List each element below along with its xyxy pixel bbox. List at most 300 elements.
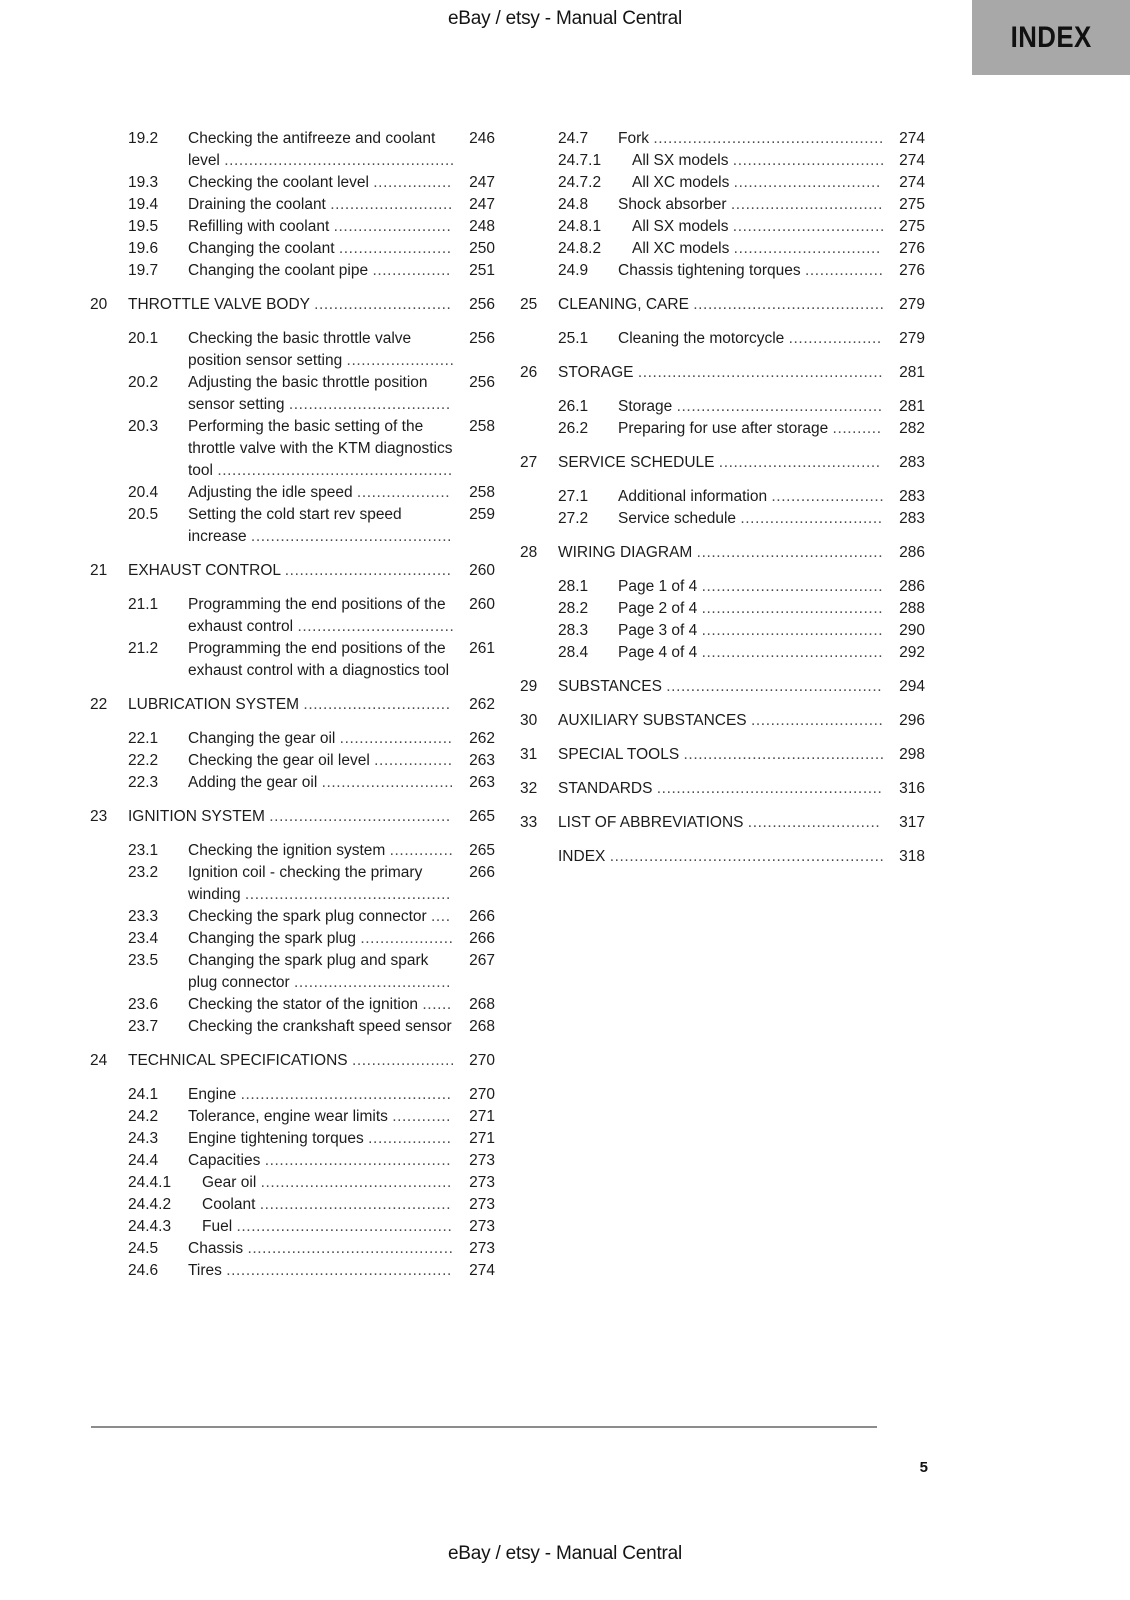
toc-entry-title: Refilling with coolant	[188, 218, 330, 235]
toc-entry-number: 30	[520, 712, 538, 729]
toc-entry-row[interactable]	[90, 594, 495, 638]
toc-entry-title: STORAGE	[558, 364, 634, 381]
toc-entry-body	[188, 840, 455, 862]
toc-entry-body	[618, 194, 885, 216]
toc-leader-dots: ..............................	[303, 696, 451, 713]
toc-entry-body	[128, 1050, 455, 1072]
toc-leader-dots: ...................	[360, 930, 454, 947]
toc-entry-page: 276	[899, 240, 925, 257]
toc-entry-row[interactable]	[90, 172, 495, 194]
toc-entry-row[interactable]	[90, 1238, 495, 1260]
toc-entry-row[interactable]	[90, 1172, 495, 1194]
toc-entry-row[interactable]	[90, 1016, 495, 1038]
toc-entry-row[interactable]	[90, 238, 495, 260]
toc-entry-number: 19.2	[128, 130, 159, 147]
toc-entry-row[interactable]	[90, 994, 495, 1016]
index-tab	[972, 0, 1130, 75]
toc-entry-page: 271	[469, 1130, 495, 1147]
toc-entry-number: 24.2	[128, 1108, 159, 1125]
toc-entry-page: 256	[469, 374, 495, 391]
toc-entry-body	[558, 812, 885, 834]
toc-chapter-row[interactable]	[90, 806, 495, 828]
toc-leader-dots: ...............................	[732, 152, 885, 169]
toc-leader-dots: ......................	[346, 352, 455, 369]
toc-chapter-row[interactable]	[520, 812, 925, 834]
toc-entry-page: 281	[899, 398, 925, 415]
toc-entry-body	[188, 504, 455, 548]
toc-entry-title: WIRING DIAGRAM	[558, 544, 693, 561]
toc-entry-number: 23.1	[128, 842, 159, 859]
toc-entry-page: 298	[899, 746, 925, 763]
toc-entry-row[interactable]	[90, 1128, 495, 1150]
toc-entry-number: 20.1	[128, 330, 159, 347]
toc-leader-dots: .....................................	[701, 644, 884, 661]
toc-entry-body	[558, 778, 885, 800]
toc-entry-page: 248	[469, 218, 495, 235]
toc-entry-row[interactable]	[90, 482, 495, 504]
toc-column-left	[90, 128, 495, 1282]
toc-entry-body	[128, 294, 455, 316]
toc-entry-row[interactable]	[520, 128, 925, 150]
toc-entry-row[interactable]	[520, 194, 925, 216]
toc-leader-dots: .................................	[718, 454, 881, 471]
toc-entry-row[interactable]	[90, 772, 495, 794]
toc-entry-body	[188, 594, 455, 638]
toc-entry-number: 24.4.3	[128, 1218, 172, 1235]
toc-entry-row[interactable]	[90, 216, 495, 238]
toc-entry-number: 27.2	[558, 510, 589, 527]
toc-entry-title: Adding the gear oil	[188, 774, 318, 791]
toc-leader-dots: .........................	[330, 196, 453, 213]
toc-entry-title: Shock absorber	[618, 196, 727, 213]
toc-entry-title: EXHAUST CONTROL	[128, 562, 281, 579]
toc-entry-row[interactable]	[90, 128, 495, 172]
toc-entry-number: 28	[520, 544, 538, 561]
toc-entry-title: Page 3 of 4	[618, 622, 698, 639]
toc-entry-number: 26	[520, 364, 538, 381]
toc-entry-body	[558, 676, 885, 698]
toc-chapter-row[interactable]	[90, 1050, 495, 1072]
toc-entry-title: Performing the basic setting of the throttle valve with the KTM diagnostics tool	[188, 418, 453, 479]
toc-entry-page: 263	[469, 752, 495, 769]
toc-entry-number: 23.5	[128, 952, 159, 969]
toc-entry-row[interactable]	[90, 1084, 495, 1106]
toc-entry-body	[618, 642, 885, 664]
toc-entry-body	[188, 216, 455, 238]
toc-leader-dots: ................	[372, 262, 451, 279]
toc-entry-page: 273	[469, 1218, 495, 1235]
toc-entry-body	[618, 598, 885, 620]
toc-entry-body	[618, 486, 885, 508]
toc-chapter-row[interactable]	[520, 710, 925, 732]
toc-leader-dots: .......................................	[693, 296, 885, 313]
toc-entry-title: Adjusting the basic throttle position sensor setting	[188, 374, 428, 413]
toc-entry-row[interactable]	[90, 906, 495, 928]
toc-entry-page: 279	[899, 330, 925, 347]
toc-entry-title: Checking the ignition system	[188, 842, 386, 859]
toc-leader-dots: .....................................	[701, 600, 884, 617]
page-header-title: eBay / etsy - Manual Central	[447, 8, 683, 29]
toc-entry-body	[202, 1194, 455, 1216]
toc-entry-body	[618, 508, 885, 530]
toc-leader-dots: .............	[389, 842, 454, 859]
toc-leader-dots: .....................................	[269, 808, 451, 825]
toc-leader-dots: .......................................	[259, 1196, 452, 1213]
toc-entry-body	[188, 862, 455, 906]
toc-entry-page: 275	[899, 196, 925, 213]
toc-entry-page: 283	[899, 488, 925, 505]
toc-entry-number: 22.2	[128, 752, 159, 769]
toc-entry-row[interactable]	[520, 642, 925, 664]
toc-entry-number: 33	[520, 814, 538, 831]
toc-entry-body	[618, 620, 885, 642]
toc-entry-row[interactable]	[90, 260, 495, 282]
toc-entry-row[interactable]	[520, 508, 925, 530]
toc-entry-number: 20.5	[128, 506, 159, 523]
toc-leader-dots: ................	[373, 174, 452, 191]
toc-entry-page: 260	[469, 562, 495, 579]
toc-entry-row[interactable]	[90, 1106, 495, 1128]
toc-entry-page: 251	[469, 262, 495, 279]
toc-entry-number: 24.9	[558, 262, 589, 279]
toc-leader-dots: .............................	[740, 510, 883, 527]
toc-entry-number: 21.1	[128, 596, 159, 613]
toc-entry-number: 24.7.2	[558, 174, 602, 191]
toc-entry-page: 267	[469, 952, 495, 969]
toc-leader-dots: ...........................	[750, 712, 884, 729]
toc-entry-title: Changing the coolant	[188, 240, 335, 257]
toc-entry-title: Changing the spark plug	[188, 930, 357, 947]
toc-entry-title: Service schedule	[618, 510, 737, 527]
toc-entry-title: Gear oil	[202, 1174, 257, 1191]
toc-entry-row[interactable]	[520, 418, 925, 440]
toc-entry-page: 318	[899, 848, 925, 865]
toc-leader-dots: ................	[374, 752, 453, 769]
toc-entry-body	[618, 128, 885, 150]
toc-leader-dots: ................................................	[217, 462, 453, 479]
toc-entry-number: 19.4	[128, 196, 159, 213]
toc-entry-body	[618, 396, 885, 418]
toc-entry-number: 28.4	[558, 644, 589, 661]
toc-entry-number: 24	[90, 1052, 108, 1069]
toc-entry-title: LUBRICATION SYSTEM	[128, 696, 300, 713]
toc-entry-page: 265	[469, 808, 495, 825]
toc-entry-title: Adjusting the idle speed	[188, 484, 353, 501]
footer-divider	[91, 1426, 877, 1428]
toc-leader-dots: .................	[368, 1130, 452, 1147]
toc-leader-dots: ..................................................	[637, 364, 884, 381]
toc-entry-body	[188, 638, 455, 682]
toc-entry-page: 271	[469, 1108, 495, 1125]
toc-leader-dots: .....................................	[701, 578, 884, 595]
toc-entry-row[interactable]	[520, 396, 925, 418]
toc-leader-dots: .......................	[339, 730, 453, 747]
toc-entry-body	[558, 452, 885, 474]
toc-entry-title: All XC models	[632, 174, 730, 191]
toc-entry-body	[188, 750, 455, 772]
toc-entry-body	[188, 1260, 455, 1282]
toc-entry-number: 20	[90, 296, 108, 313]
toc-leader-dots: ..........	[832, 420, 882, 437]
toc-entry-number: 23.7	[128, 1018, 159, 1035]
toc-entry-row[interactable]	[90, 504, 495, 548]
toc-entry-title: SUBSTANCES	[558, 678, 662, 695]
toc-entry-page: 266	[469, 908, 495, 925]
toc-chapter-row[interactable]	[520, 676, 925, 698]
toc-entry-number: 22	[90, 696, 108, 713]
toc-entry-number: 24.8.2	[558, 240, 602, 257]
toc-entry-page: 283	[899, 454, 925, 471]
toc-entry-number: 24.8	[558, 196, 589, 213]
toc-entry-title: TECHNICAL SPECIFICATIONS	[128, 1052, 348, 1069]
toc-entry-body	[188, 1016, 455, 1038]
toc-entry-body	[632, 172, 885, 194]
toc-entry-row[interactable]	[90, 1194, 495, 1216]
toc-entry-title: Checking the basic throttle valve position sensor setting	[188, 330, 412, 369]
toc-entry-page: 268	[469, 996, 495, 1013]
toc-entry-row[interactable]	[90, 372, 495, 416]
toc-chapter-row[interactable]	[90, 694, 495, 716]
toc-entry-row[interactable]	[90, 1260, 495, 1282]
toc-entry-page: 273	[469, 1196, 495, 1213]
toc-leader-dots: ................	[804, 262, 884, 279]
toc-entry-body	[188, 128, 455, 172]
toc-entry-row[interactable]	[520, 172, 925, 194]
toc-entry-page: 268	[469, 1018, 495, 1035]
toc-entry-title: LIST OF ABBREVIATIONS	[558, 814, 744, 831]
toc-entry-body	[128, 560, 455, 582]
toc-leader-dots: .......................................	[260, 1174, 452, 1191]
toc-leader-dots: ..........................................	[247, 1240, 454, 1257]
toc-entry-number: 32	[520, 780, 538, 797]
toc-entry-page: 294	[899, 678, 925, 695]
toc-entry-title: CLEANING, CARE	[558, 296, 689, 313]
toc-entry-number: 24.7.1	[558, 152, 602, 169]
toc-entry-row[interactable]	[520, 150, 925, 172]
toc-leader-dots: ...................	[356, 484, 451, 501]
toc-entry-title: Fork	[618, 130, 649, 147]
toc-leader-dots: ...........................	[321, 774, 455, 791]
toc-entry-title: All SX models	[632, 152, 729, 169]
toc-entry-number: 24.4.2	[128, 1196, 172, 1213]
toc-chapter-row[interactable]	[520, 846, 925, 868]
toc-entry-row[interactable]	[520, 216, 925, 238]
toc-leader-dots: ...............................	[730, 196, 883, 213]
toc-entry-title: Changing the coolant pipe	[188, 262, 369, 279]
toc-entry-title: Checking the crankshaft speed sensor	[188, 1018, 452, 1035]
toc-entry-title: Programming the end positions of the exhaust control	[188, 596, 446, 635]
toc-entry-page: 281	[899, 364, 925, 381]
toc-entry-page: 274	[899, 130, 925, 147]
toc-entry-page: 259	[469, 506, 495, 523]
toc-entry-page: 290	[899, 622, 925, 639]
toc-entry-body	[188, 260, 455, 282]
toc-entry-body	[188, 772, 455, 794]
toc-column-right	[520, 128, 925, 880]
toc-entry-number: 24.4	[128, 1152, 159, 1169]
toc-entry-body	[558, 362, 885, 384]
toc-entry-number: 28.2	[558, 600, 589, 617]
toc-leader-dots: ..........................................	[244, 886, 451, 903]
toc-entry-page: 296	[899, 712, 925, 729]
toc-entry-number: 24.4.1	[128, 1174, 172, 1191]
toc-entry-row[interactable]	[90, 638, 495, 682]
toc-entry-row[interactable]	[90, 328, 495, 372]
toc-leader-dots: ..............................	[733, 240, 881, 257]
toc-entry-title: All XC models	[632, 240, 730, 257]
page-footer-title: eBay / etsy - Manual Central	[447, 1543, 683, 1564]
toc-entry-page: 266	[469, 864, 495, 881]
toc-entry-body	[188, 372, 455, 416]
toc-entry-title: Draining the coolant	[188, 196, 326, 213]
toc-entry-title: IGNITION SYSTEM	[128, 808, 265, 825]
toc-entry-title: Changing the spark plug and spark plug connector	[188, 952, 429, 991]
toc-leader-dots: ...............................................	[224, 152, 455, 169]
toc-entry-number: 25.1	[558, 330, 589, 347]
toc-entry-page: 286	[899, 544, 925, 561]
toc-entry-row[interactable]	[520, 576, 925, 598]
toc-entry-body	[188, 482, 455, 504]
toc-leader-dots: ................................	[294, 974, 452, 991]
toc-leader-dots: ............................	[314, 296, 452, 313]
toc-entry-row[interactable]	[90, 862, 495, 906]
toc-leader-dots: ............................................	[666, 678, 883, 695]
toc-entry-number: 26.1	[558, 398, 589, 415]
toc-entry-page: 316	[899, 780, 925, 797]
toc-entry-row[interactable]	[90, 1216, 495, 1238]
toc-chapter-row[interactable]	[520, 778, 925, 800]
toc-leader-dots: ......................................	[696, 544, 884, 561]
toc-entry-title: Programming the end positions of the exhaust control with a diagnostics tool	[188, 640, 450, 679]
toc-entry-title: Tires	[188, 1262, 222, 1279]
toc-entry-row[interactable]	[90, 416, 495, 482]
toc-chapter-row[interactable]	[520, 452, 925, 474]
toc-entry-page: 262	[469, 730, 495, 747]
toc-entry-row[interactable]	[90, 750, 495, 772]
toc-entry-page: 317	[899, 814, 925, 831]
toc-entry-body	[618, 260, 885, 282]
toc-entry-title: Page 2 of 4	[618, 600, 698, 617]
toc-chapter-row[interactable]	[520, 542, 925, 564]
toc-entry-row[interactable]	[90, 928, 495, 950]
toc-entry-number: 20.3	[128, 418, 159, 435]
toc-entry-body	[618, 418, 885, 440]
toc-entry-page: 250	[469, 240, 495, 257]
toc-entry-row[interactable]	[520, 598, 925, 620]
toc-entry-body	[618, 576, 885, 598]
toc-entry-row[interactable]	[90, 728, 495, 750]
toc-entry-row[interactable]	[90, 950, 495, 994]
toc-entry-page: 279	[899, 296, 925, 313]
toc-entry-number: 19.7	[128, 262, 159, 279]
toc-leader-dots: ..........................................	[676, 398, 883, 415]
toc-entry-title: Changing the gear oil	[188, 730, 336, 747]
toc-entry-number: 24.5	[128, 1240, 159, 1257]
toc-leader-dots: ............................................	[236, 1218, 453, 1235]
toc-chapter-row[interactable]	[90, 560, 495, 582]
toc-chapter-row[interactable]	[90, 294, 495, 316]
toc-entry-page: 274	[899, 152, 925, 169]
toc-chapter-row[interactable]	[520, 744, 925, 766]
toc-entry-title: Preparing for use after storage	[618, 420, 829, 437]
toc-entry-number: 21	[90, 562, 108, 579]
toc-leader-dots: ........................	[333, 218, 452, 235]
toc-entry-row[interactable]	[520, 238, 925, 260]
toc-entry-title: AUXILIARY SUBSTANCES	[558, 712, 747, 729]
toc-leader-dots: .........................................	[683, 746, 885, 763]
toc-entry-title: STANDARDS	[558, 780, 653, 797]
toc-entry-number: 27	[520, 454, 538, 471]
toc-entry-row[interactable]	[520, 328, 925, 350]
toc-entry-body	[188, 950, 455, 994]
toc-entry-row[interactable]	[520, 260, 925, 282]
toc-entry-page: 260	[469, 596, 495, 613]
toc-entry-page: 246	[469, 130, 495, 147]
toc-entry-title: Checking the stator of the ignition	[188, 996, 419, 1013]
toc-entry-page: 283	[899, 510, 925, 527]
toc-entry-number: 26.2	[558, 420, 589, 437]
toc-entry-body	[188, 1106, 455, 1128]
toc-entry-body	[558, 294, 885, 316]
toc-entry-body	[188, 728, 455, 750]
toc-entry-row[interactable]	[520, 620, 925, 642]
toc-leader-dots: ...........................................	[240, 1086, 452, 1103]
toc-chapter-row[interactable]	[520, 362, 925, 384]
toc-entry-row[interactable]	[90, 840, 495, 862]
toc-entry-title: Setting the cold start rev speed increase	[188, 506, 402, 545]
toc-entry-row[interactable]	[90, 1150, 495, 1172]
toc-entry-page: 256	[469, 330, 495, 347]
toc-entry-body	[558, 744, 885, 766]
toc-entry-number: 31	[520, 746, 538, 763]
toc-chapter-row[interactable]	[520, 294, 925, 316]
toc-leader-dots: ......................................	[264, 1152, 452, 1169]
toc-entry-body	[632, 216, 885, 238]
toc-entry-number: 24.8.1	[558, 218, 602, 235]
toc-entry-title: Engine tightening torques	[188, 1130, 364, 1147]
toc-entry-title: SERVICE SCHEDULE	[558, 454, 715, 471]
toc-entry-number: 28.3	[558, 622, 589, 639]
toc-entry-page: 261	[469, 640, 495, 657]
toc-entry-row[interactable]	[90, 194, 495, 216]
toc-entry-title: Checking the coolant level	[188, 174, 369, 191]
toc-entry-body	[558, 710, 885, 732]
toc-leader-dots: ..................................	[284, 562, 452, 579]
toc-entry-body	[188, 194, 455, 216]
toc-entry-number: 29	[520, 678, 538, 695]
toc-entry-title: All SX models	[632, 218, 729, 235]
toc-entry-title: Chassis	[188, 1240, 244, 1257]
toc-leader-dots: ..............................................	[656, 780, 883, 797]
toc-entry-number: 23.6	[128, 996, 159, 1013]
toc-entry-title: THROTTLE VALVE BODY	[128, 296, 310, 313]
toc-entry-number: 19.6	[128, 240, 159, 257]
toc-entry-title: Checking the antifreeze and coolant level	[188, 130, 436, 169]
toc-entry-row[interactable]	[520, 486, 925, 508]
toc-entry-page: 263	[469, 774, 495, 791]
toc-entry-page: 247	[469, 174, 495, 191]
toc-entry-page: 275	[899, 218, 925, 235]
toc-leader-dots: ................................	[297, 618, 455, 635]
toc-entry-page: 270	[469, 1086, 495, 1103]
toc-leader-dots: ..............................	[733, 174, 881, 191]
toc-entry-number: 21.2	[128, 640, 159, 657]
toc-entry-number: 23.3	[128, 908, 159, 925]
toc-entry-body	[618, 328, 885, 350]
toc-entry-body	[202, 1172, 455, 1194]
toc-entry-title: Checking the gear oil level	[188, 752, 370, 769]
toc-entry-page: 282	[899, 420, 925, 437]
